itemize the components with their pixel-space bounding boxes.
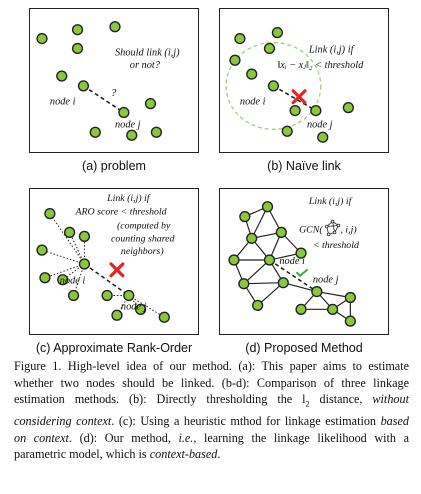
rule-gcn: GCN( bbox=[299, 224, 323, 236]
node-i-label: node i bbox=[59, 275, 86, 287]
rule-line-1: Link (i,j) if bbox=[107, 192, 150, 204]
node bbox=[235, 34, 245, 44]
node bbox=[318, 132, 328, 142]
panel-c-diagram bbox=[30, 189, 198, 334]
node bbox=[296, 304, 306, 314]
node bbox=[247, 69, 257, 79]
rule-line-2: ‖xᵢ − xⱼ‖₂ < threshold bbox=[277, 60, 364, 72]
node-j-label: node j bbox=[306, 119, 333, 131]
panel-c-caption: (c) Approximate Rank-Order bbox=[35, 341, 193, 355]
node bbox=[276, 227, 286, 237]
mini-graph-icon bbox=[325, 220, 340, 236]
node bbox=[65, 227, 75, 237]
node-i bbox=[268, 81, 278, 91]
caption-part-4: , learning the linkage likelihood with a parametric model, which is bbox=[14, 430, 409, 462]
node bbox=[240, 212, 250, 222]
caption-em-3: i.e. bbox=[178, 430, 194, 445]
caption-part-2: . (c): Using a heuristic mthod for linkage estimation bbox=[111, 414, 381, 429]
rule-line-4: counting shared bbox=[111, 233, 175, 245]
node-j-label: node j bbox=[120, 301, 147, 313]
node bbox=[278, 278, 288, 288]
reject-cross-icon bbox=[111, 264, 123, 276]
node-i-label: node i bbox=[239, 96, 266, 108]
node-j bbox=[124, 291, 134, 301]
caption-em-2: based on context bbox=[14, 414, 409, 445]
rule-line-1: Link (i,j) if bbox=[308, 44, 354, 56]
node bbox=[79, 231, 89, 241]
node bbox=[110, 22, 120, 32]
panel-c-aro bbox=[29, 188, 199, 335]
caption-part-1-tail: distance, bbox=[309, 392, 373, 407]
node-j bbox=[119, 108, 129, 118]
node bbox=[37, 245, 47, 255]
node bbox=[282, 126, 292, 136]
panel-d-diagram bbox=[220, 189, 388, 334]
panel-b-caption: (b) Naïve link bbox=[267, 159, 341, 173]
caption-em-4: context-based bbox=[149, 447, 218, 462]
node bbox=[69, 291, 79, 301]
node bbox=[230, 55, 240, 65]
node bbox=[40, 273, 50, 283]
panel-b-naive-link bbox=[219, 8, 389, 153]
node bbox=[272, 28, 282, 38]
node bbox=[328, 304, 338, 314]
node-i bbox=[265, 255, 275, 265]
node bbox=[263, 202, 273, 212]
caption-part-5: . bbox=[217, 447, 221, 462]
caption-em-1: without considering context bbox=[14, 392, 409, 429]
caption-part-1-sub: 2 bbox=[305, 399, 310, 409]
node bbox=[247, 233, 257, 243]
node bbox=[102, 291, 112, 301]
node bbox=[253, 300, 263, 310]
node-j-label: node j bbox=[312, 274, 339, 286]
node bbox=[159, 312, 169, 322]
node-j bbox=[311, 106, 321, 116]
node bbox=[345, 293, 355, 303]
node bbox=[57, 71, 67, 81]
caption-part-3: . (d): Our method, bbox=[68, 430, 179, 445]
node-i-label: node i bbox=[279, 255, 305, 267]
node bbox=[45, 209, 55, 219]
rule-line-2: ARO score < threshold bbox=[75, 206, 167, 218]
caption-part-1: High-level idea of our method. (a): This paper aims to estimate whether two nodes should be linked. (b-d): Comparison of three linkage estimation methods. (b): Directly thresholding the l bbox=[14, 359, 410, 407]
node bbox=[265, 44, 275, 54]
panel-b-diagram bbox=[220, 9, 388, 152]
node bbox=[151, 127, 161, 137]
candidate-link bbox=[83, 86, 123, 113]
question-mark: ? bbox=[111, 87, 117, 99]
panel-a-problem bbox=[29, 8, 199, 153]
node bbox=[90, 127, 100, 137]
rule-line-5: neighbors) bbox=[120, 246, 164, 258]
rule-line-1: Link (i,j) if bbox=[308, 195, 352, 207]
figure-label: Figure 1. bbox=[14, 359, 62, 373]
panel-a-diagram bbox=[30, 9, 198, 152]
rule-line-3: (computed by bbox=[116, 220, 171, 232]
node-i bbox=[79, 259, 89, 269]
node bbox=[229, 255, 239, 265]
accept-check-icon bbox=[297, 270, 307, 276]
node bbox=[37, 34, 47, 44]
question-line-1: Should link (i,j) bbox=[114, 47, 180, 59]
node-i-label: node i bbox=[49, 96, 76, 108]
node-i bbox=[78, 81, 88, 91]
panel-d-caption: (d) Proposed Method bbox=[245, 341, 363, 355]
node-j-label: node j bbox=[114, 119, 141, 131]
panel-d-proposed bbox=[219, 188, 389, 335]
node bbox=[127, 130, 137, 140]
node bbox=[290, 106, 300, 116]
node bbox=[345, 316, 355, 326]
rule-line-3: < threshold bbox=[312, 240, 359, 252]
rule-gcn-tail: , i,j) bbox=[340, 224, 357, 236]
node bbox=[343, 103, 353, 113]
figure-caption bbox=[14, 358, 409, 463]
node bbox=[73, 25, 83, 35]
node bbox=[146, 99, 156, 109]
question-line-2: or not? bbox=[129, 60, 160, 72]
node-j bbox=[312, 287, 322, 297]
node bbox=[73, 44, 83, 54]
node bbox=[239, 279, 249, 289]
panel-a-caption: (a) problem bbox=[82, 159, 146, 173]
